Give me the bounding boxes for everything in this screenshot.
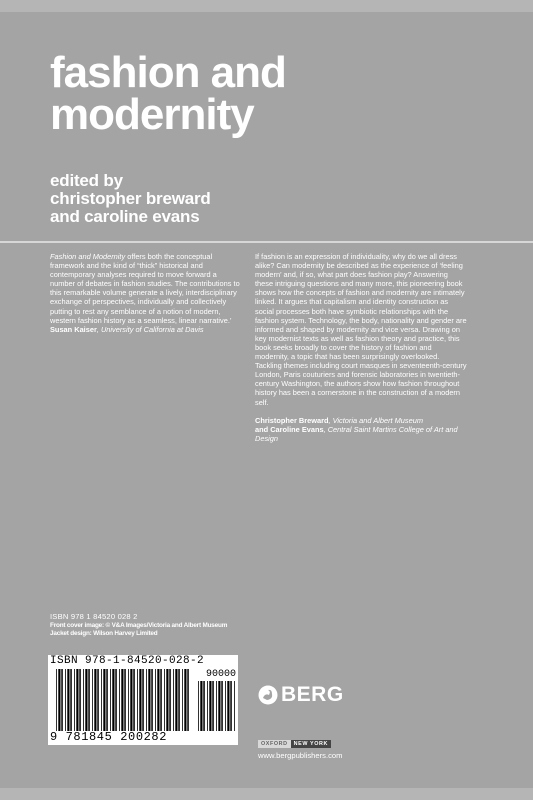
title-line-2: modernity (50, 90, 254, 139)
barcode-digits: 9 781845 200282 (50, 730, 168, 744)
oxford-label: OXFORD (258, 740, 291, 748)
editor-1-affiliation: , Victoria and Albert Museum (328, 415, 423, 425)
editors-line-2: christopher breward (50, 189, 211, 208)
front-cover-credit: Front cover image: © V&A Images/Victoria and Albert Museum (50, 621, 228, 629)
berg-swan-icon (258, 685, 278, 705)
endorsement-book-title: Fashion and Modernity (50, 252, 126, 261)
blurb-column (255, 252, 467, 452)
editor-bios (255, 416, 467, 443)
editor-1-name: Christopher Breward (255, 415, 329, 425)
isbn-text: ISBN 978 1 84520 028 2 (50, 612, 138, 621)
jacket-design-credit: Jacket design: Wilson Harvey Limited (50, 630, 158, 637)
editors-block (50, 172, 211, 226)
oxford-newyork-badge (258, 740, 331, 748)
blurb-text: If fashion is an expression of individuality, why do we all dress alike? Can modernity be described as the experience of ‘feeling modern’ and, if so, what part does fashion play? Answering these intriguing questions and many more, this pioneering book shows how the concepts of fashion and modernity are intimately linked. It argues that capitalism and identity construction as social processes both have symbiotic relationships with the fashion system. Technology, the body, nationality and gender are informed and shaped by modernity and vice versa. Drawing on key modernist texts as well as fashion theory and practice, this book seeks broadly to cover the history of fashion and modernity, a topic that has been surprisingly overlooked. Tackling themes including court masques in seventeenth-century London, Paris couturiers and forensic laboratories in twentieth-century Washington, the authors show how fashion throughout history has been a cornerstone in the construction of a modern self. (255, 252, 467, 407)
publisher-website: www.bergpublishers.com (258, 751, 343, 760)
barcode-isbn-text: ISBN 978-1-84520-028-2 (50, 655, 205, 667)
title-line-1: fashion and (50, 48, 286, 97)
editors-line-1: edited by (50, 171, 123, 190)
endorsement-text: offers both the conceptual framework and the kind of “thick” historical and contemporary analyses required to move forward a number of debates in fashion studies. The contributions to this remarkable volume generate a lively, interdisciplinary exchange of perspectives, individually and collectively putting to rest any semblance of a notion of modern, western fashion history as a seamless, linear narrative.’ (50, 252, 240, 325)
endorsement-author: Susan Kaiser (50, 324, 97, 334)
newyork-label: NEW YORK (291, 740, 331, 748)
barcode-addon-bars (198, 681, 236, 731)
barcode (48, 655, 238, 745)
barcode-bars (56, 669, 192, 731)
endorsement-column (50, 252, 240, 343)
berg-wordmark: BERG (281, 683, 344, 706)
endorsement-affiliation: , University of California at Davis (96, 324, 204, 334)
editors-line-3: and caroline evans (50, 207, 200, 226)
editor-2-name: and Caroline Evans (255, 424, 324, 434)
barcode-addon-number: 90000 (206, 669, 237, 680)
bottom-border (0, 788, 533, 800)
credits-block (50, 613, 227, 639)
publisher-logo (258, 683, 344, 707)
endorsement-quote (50, 252, 240, 334)
divider-rule (0, 241, 533, 243)
book-title (50, 48, 286, 139)
editor-2-affiliation: , Central Saint Martins College of Art and Design (255, 424, 458, 443)
top-border (0, 0, 533, 12)
